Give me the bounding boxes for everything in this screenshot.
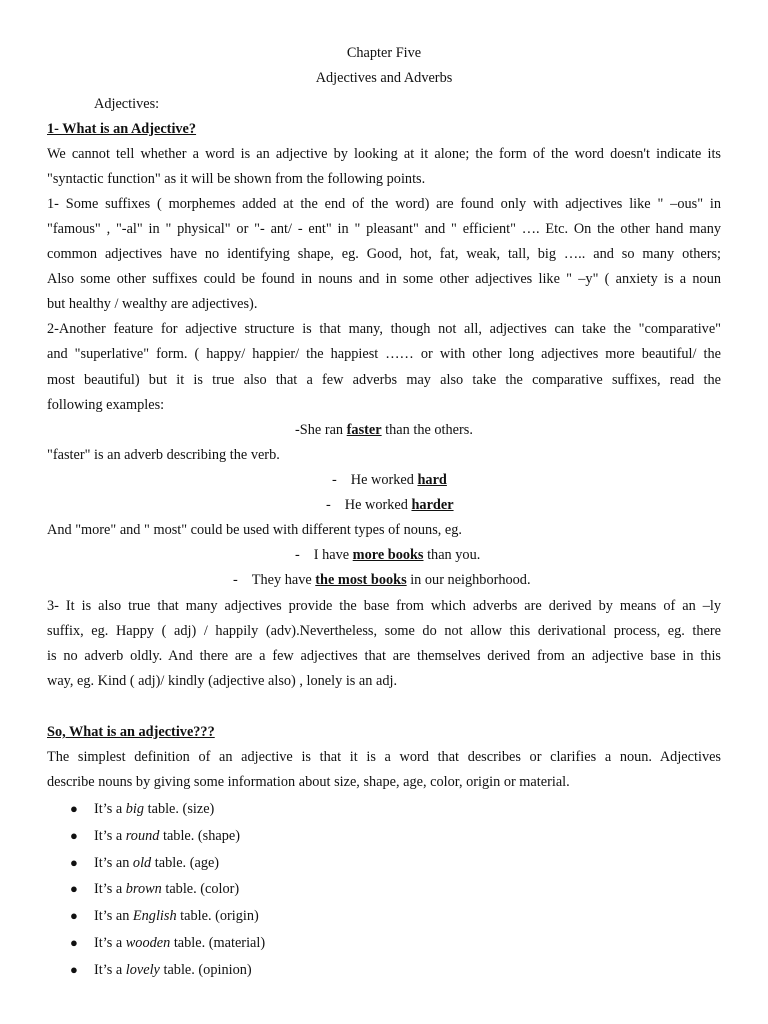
point1-line: Also some other suffixes could be found in nouns and in some other adjectives like " –y" ( anxiety is a noun (47, 271, 721, 287)
chapter-subtitle: Adjectives and Adverbs (315, 70, 453, 86)
bullet-icon: ● (70, 908, 78, 923)
heading-so-what-is-adjective: So, What is an adjective??? (47, 724, 215, 740)
bullet-icon: ● (70, 855, 78, 870)
bullet-item (94, 934, 265, 952)
bullet-text: table. (opinion) (159, 962, 252, 978)
example-faster (0, 421, 768, 439)
bullet-text: It’s an (94, 908, 133, 924)
point3-line: is no adverb oldly. And there are a few adjectives that are themselves derived from an adjective base in this (47, 648, 721, 664)
example-hard (332, 471, 447, 489)
definition-line: The simplest definition of an adjective is that it is a word that describes or clarifies a noun. Adjectives (47, 749, 721, 765)
bullet-icon: ● (70, 801, 78, 816)
bullet-item (94, 827, 240, 845)
example-text: He worked (344, 497, 412, 513)
bullet-icon: ● (70, 881, 78, 896)
point3-line: 3- It is also true that many adjectives provide the base from which adverbs are derived by means of an –ly (47, 598, 721, 614)
dash-marker: - (326, 497, 331, 513)
bullet-text: It’s a (94, 828, 126, 844)
bullet-text: It’s a (94, 881, 126, 897)
bullet-item (94, 961, 252, 979)
bullet-text: It’s a (94, 962, 126, 978)
example-harder (326, 496, 454, 514)
bullet-text: table. (origin) (176, 908, 259, 924)
example-keyword: hard (417, 472, 447, 488)
bullet-text: It’s an (94, 855, 133, 871)
point2-line: and "superlative" form. ( happy/ happier/ the happiest …… or with other long adjectives more beautiful/ the (47, 346, 721, 362)
bullet-adjective: English (132, 908, 177, 924)
point2-line: 2-Another feature for adjective structure is that many, though not all, adjectives can take the "comparative" (47, 321, 721, 337)
example-text: than you. (423, 547, 481, 563)
bullet-item (94, 880, 239, 898)
point1-line: 1- Some suffixes ( morphemes added at the end of the word) are found only with adjectives like " –ous" in (47, 196, 721, 212)
example-text: They have (251, 572, 316, 588)
example-text: I have (313, 547, 353, 563)
intro-line: We cannot tell whether a word is an adjective by looking at it alone; the form of the word doesn't indicate its (47, 146, 721, 162)
bullet-text: table. (size) (144, 801, 215, 817)
dash-marker: - (233, 572, 238, 588)
bullet-text: table. (age) (151, 855, 220, 871)
bullet-adjective: lovely (125, 962, 160, 978)
point1-line: but healthy / wealthy are adjectives). (47, 296, 258, 312)
faster-note: "faster" is an adverb describing the verb. (47, 447, 280, 463)
section-label: Adjectives: (94, 96, 160, 112)
example-keyword: harder (411, 497, 454, 513)
example-keyword: faster (346, 422, 382, 438)
bullet-item (94, 907, 259, 925)
dash-marker: - (295, 547, 300, 563)
definition-line: describe nouns by giving some information about size, shape, age, color, origin or material. (47, 774, 570, 790)
bullet-adjective: big (125, 801, 145, 817)
bullet-text: table. (color) (161, 881, 240, 897)
bullet-adjective: old (132, 855, 152, 871)
example-text: than the others. (381, 422, 473, 438)
point3-line: suffix, eg. Happy ( adj) / happily (adv).Nevertheless, some do not allow this derivational process, eg. there (47, 623, 721, 639)
bullet-item (94, 854, 219, 872)
bullet-adjective: wooden (125, 935, 171, 951)
bullet-icon: ● (70, 935, 78, 950)
point2-line: most beautiful) but it is true also that a few adverbs may also take the comparative suffixes, read the (47, 372, 721, 388)
point3-line: way, eg. Kind ( adj)/ kindly (adjective also) , lonely is an adj. (47, 673, 398, 689)
chapter-title: Chapter Five (346, 45, 422, 61)
bullet-icon: ● (70, 962, 78, 977)
example-most-books (233, 571, 531, 589)
example-keyword: the most books (315, 572, 407, 588)
more-most-note: And "more" and " most" could be used with different types of nouns, eg. (47, 522, 462, 538)
bullet-text: It’s a (94, 801, 126, 817)
bullet-text: It’s a (94, 935, 126, 951)
example-text: in our neighborhood. (406, 572, 531, 588)
bullet-adjective: round (125, 828, 160, 844)
bullet-item (94, 800, 214, 818)
dash-marker: - (332, 472, 337, 488)
bullet-text: table. (shape) (159, 828, 240, 844)
intro-line: "syntactic function" as it will be shown from the following points. (47, 171, 426, 187)
example-text: -She ran (295, 422, 347, 438)
example-text: He worked (350, 472, 418, 488)
point1-line: common adjectives have no identifying shape, eg. Good, hot, fat, weak, tall, big ….. and so many others; (47, 246, 721, 262)
point1-line: "famous" , "-al" in " physical" or "- ant/ - ent" in " pleasant" and " efficient" …. Etc. On the other hand many (47, 221, 721, 237)
point2-line: following examples: (47, 397, 165, 413)
example-keyword: more books (352, 547, 424, 563)
bullet-text: table. (material) (170, 935, 266, 951)
heading-what-is-adjective: 1- What is an Adjective? (47, 121, 197, 137)
bullet-adjective: brown (125, 881, 162, 897)
example-more-books (295, 546, 480, 564)
bullet-icon: ● (70, 828, 78, 843)
